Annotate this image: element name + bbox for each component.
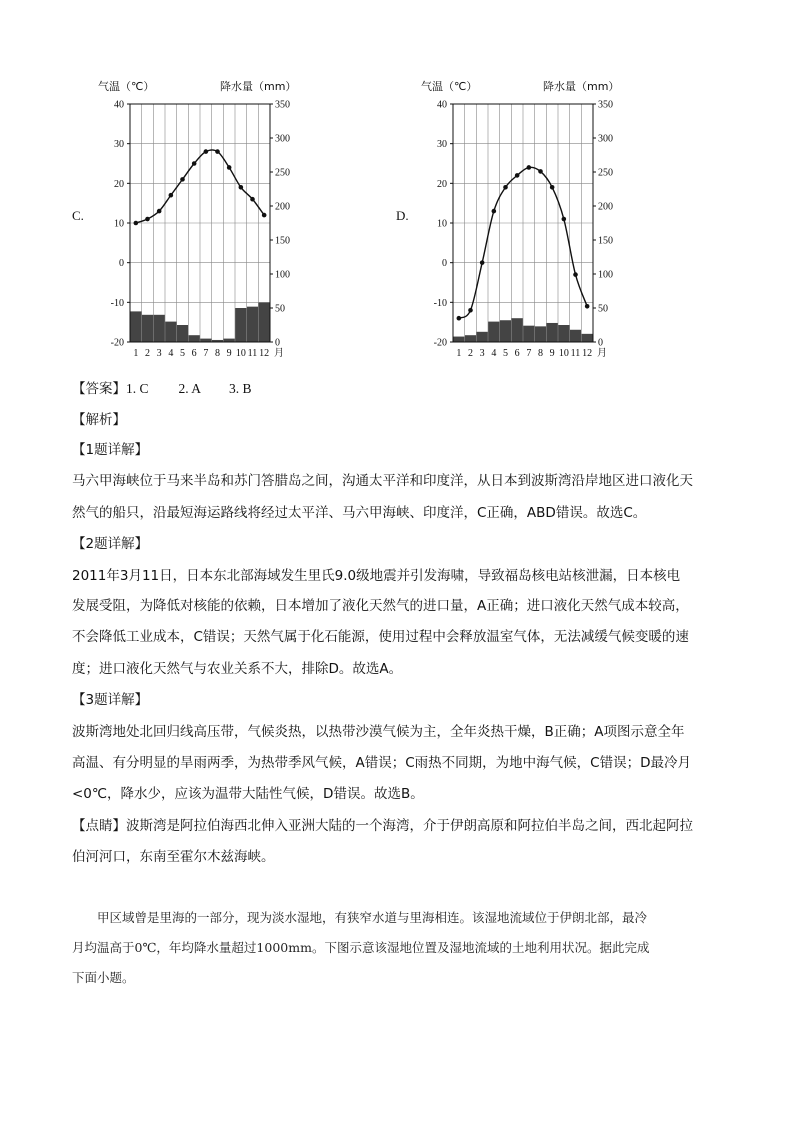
q2-text-line: 不会降低工业成本，C错误；天然气属于化石能源，使用过程中会释放温室气体，无法减缓气候变暖的速	[72, 629, 689, 645]
temperature-point	[145, 217, 150, 222]
q1-text-line: 然气的船只，沿最短海运路线将经过太平洋、马六甲海峡、印度洋，C正确，ABD错误。故选C。	[72, 505, 647, 521]
temperature-point	[562, 217, 567, 222]
precip-bar	[546, 323, 558, 342]
q2-text-line: 度；进口液化天然气与农业关系不大，排除D。故选A。	[72, 661, 403, 677]
temperature-point	[457, 316, 462, 321]
temp-axis-title: 气温（℃）	[421, 80, 478, 93]
q3-heading: 【3题详解】	[72, 692, 149, 708]
temperature-point	[492, 209, 497, 214]
climate-chart-c	[92, 78, 312, 368]
month-label: 10	[235, 348, 246, 359]
precip-tick-label: 200	[275, 201, 290, 213]
temperature-point	[180, 177, 185, 182]
temp-tick-label: -10	[433, 297, 447, 309]
q3-text-line: <0℃，降水少，应该为温带大陆性气候，D错误。故选B。	[72, 786, 424, 802]
month-label: 3	[156, 348, 162, 359]
precip-bar	[523, 326, 535, 342]
month-label: 12	[259, 348, 270, 359]
tips-label: 【点睛】	[72, 818, 126, 834]
precip-tick-label: 50	[598, 303, 608, 315]
temperature-point	[250, 197, 255, 202]
precip-bar	[235, 308, 247, 342]
precip-tick-label: 200	[598, 201, 613, 213]
climate-chart-d	[415, 78, 635, 368]
month-label: 3	[479, 348, 485, 359]
precip-tick-label: 350	[598, 99, 613, 111]
month-label: 4	[168, 348, 174, 359]
option-label-c: C.	[72, 208, 84, 223]
precip-bar	[165, 322, 177, 342]
temperature-point	[468, 308, 473, 313]
month-label: 1	[133, 348, 139, 359]
answer-line	[72, 381, 252, 397]
precip-tick-label: 50	[275, 303, 285, 315]
temp-tick-label: 30	[437, 139, 447, 151]
precip-bar	[558, 325, 570, 342]
temp-tick-label: 40	[114, 99, 124, 111]
temperature-point	[527, 165, 532, 170]
answer-label: 【答案】	[72, 381, 126, 397]
month-label: 7	[526, 348, 532, 359]
precip-bar	[223, 339, 235, 342]
q2-text-line: 发展受阻，为降低对核能的依赖，日本增加了液化天然气的进口量，A正确；进口液化天然气成本较高，	[72, 598, 689, 614]
precip-bar	[142, 315, 154, 342]
temp-tick-label: -20	[433, 337, 447, 349]
month-label: 5	[503, 348, 508, 359]
precip-bar	[535, 326, 547, 342]
passage-line: 甲区域曾是里海的一部分，现为淡水湿地，有狭窄水道与里海相连。该湿地流域位于伊朗北部，最冷	[72, 910, 648, 925]
precip-tick-label: 150	[598, 235, 613, 247]
precip-bar	[153, 315, 165, 342]
climate-chart-svg	[92, 78, 312, 368]
temperature-point	[550, 185, 555, 190]
question-passage	[72, 903, 732, 993]
q2-text-line: 2011年3月11日，日本东北部海域发生里氏9.0级地震并引发海啸，导致福岛核电站核泄漏，日本核电	[72, 568, 681, 584]
temperature-point	[169, 193, 174, 198]
precip-tick-label: 0	[275, 337, 280, 349]
temperature-point	[157, 209, 162, 214]
temperature-point	[134, 221, 139, 226]
temp-tick-label: 40	[437, 99, 447, 111]
precip-bar	[581, 334, 593, 342]
temp-tick-label: 0	[119, 258, 124, 270]
q3-text-line: 高温、有分明显的旱雨两季，为热带季风气候，A错误；C雨热不同期，为地中海气候，C错误；D最冷月	[72, 755, 691, 771]
precip-bar	[130, 311, 142, 342]
precip-tick-label: 150	[275, 235, 290, 247]
q1-heading: 【1题详解】	[72, 442, 149, 458]
climate-chart-svg	[415, 78, 635, 368]
temperature-point	[480, 260, 485, 265]
tips-line	[72, 818, 693, 834]
option-label-d: D.	[396, 208, 409, 223]
temp-tick-label: 30	[114, 139, 124, 151]
precip-tick-label: 250	[275, 167, 290, 179]
precip-bar	[200, 339, 212, 342]
month-label: 2	[145, 348, 150, 359]
precip-tick-label: 350	[275, 99, 290, 111]
month-label: 12	[582, 348, 593, 359]
answer-item: 3. B	[229, 381, 252, 396]
month-label: 10	[558, 348, 569, 359]
month-label: 9	[549, 348, 555, 359]
temp-tick-label: 20	[437, 178, 447, 190]
temp-axis-title: 气温（℃）	[98, 80, 155, 93]
month-label: 8	[538, 348, 543, 359]
temp-tick-label: 0	[442, 258, 447, 270]
tips-text-line: 波斯湾是阿拉伯海西北伸入亚洲大陆的一个海湾，介于伊朗高原和阿拉伯半岛之间，西北起阿拉	[126, 818, 693, 834]
temperature-point	[573, 272, 578, 277]
month-unit-label: 月	[274, 348, 284, 359]
answer-item: 2. A	[178, 381, 202, 396]
month-label: 6	[514, 348, 520, 359]
precip-bar	[247, 307, 259, 342]
precip-tick-label: 100	[275, 269, 290, 281]
precip-bar	[258, 303, 270, 342]
month-label: 2	[468, 348, 473, 359]
temperature-point	[585, 304, 590, 309]
analysis-heading: 【解析】	[72, 412, 126, 428]
temperature-point	[515, 173, 520, 178]
tips-text-line: 伯河河口，东南至霍尔木兹海峡。	[72, 849, 275, 865]
temperature-point	[215, 149, 220, 154]
month-label: 1	[456, 348, 462, 359]
precip-bar	[465, 335, 477, 342]
month-label: 7	[203, 348, 209, 359]
precip-axis-title: 降水量（mm）	[220, 80, 297, 93]
answer-item: 1. C	[126, 381, 149, 396]
temp-tick-label: 20	[114, 178, 124, 190]
temperature-point	[503, 185, 508, 190]
temperature-point	[262, 213, 267, 218]
precip-bar	[177, 325, 189, 342]
temperature-point	[227, 165, 232, 170]
month-label: 9	[226, 348, 232, 359]
month-label: 8	[215, 348, 220, 359]
precip-tick-label: 300	[598, 133, 613, 145]
q3-text-line: 波斯湾地处北回归线高压带，气候炎热，以热带沙漠气候为主，全年炎热干燥，B正确；A项图示意全年	[72, 724, 685, 740]
month-unit-label: 月	[597, 348, 607, 359]
temp-tick-label: 10	[114, 218, 124, 230]
precip-tick-label: 250	[598, 167, 613, 179]
q1-text-line: 马六甲海峡位于马来半岛和苏门答腊岛之间，沟通太平洋和印度洋，从日本到波斯湾沿岸地区进口液化天	[72, 473, 693, 489]
month-label: 5	[180, 348, 185, 359]
month-label: 11	[247, 348, 258, 359]
precip-tick-label: 300	[275, 133, 290, 145]
precip-bar	[511, 318, 523, 342]
passage-line: 下面小题。	[72, 970, 135, 985]
precip-axis-title: 降水量（mm）	[543, 80, 620, 93]
q2-heading: 【2题详解】	[72, 536, 149, 552]
month-label: 11	[570, 348, 581, 359]
temperature-point	[239, 185, 244, 190]
precip-bar	[570, 330, 582, 342]
precip-bar	[188, 335, 200, 342]
temperature-point	[192, 161, 197, 166]
temperature-point	[538, 169, 543, 174]
precip-tick-label: 100	[598, 269, 613, 281]
precip-bar	[476, 332, 488, 342]
temp-tick-label: 10	[437, 218, 447, 230]
month-label: 6	[191, 348, 197, 359]
precip-bar	[453, 337, 465, 342]
precip-bar	[488, 322, 500, 342]
temp-tick-label: -20	[110, 337, 124, 349]
month-label: 4	[491, 348, 497, 359]
precip-tick-label: 0	[598, 337, 603, 349]
temp-tick-label: -10	[110, 297, 124, 309]
precip-bar	[500, 320, 512, 342]
temperature-point	[204, 149, 209, 154]
passage-line: 月均温高于0℃，年均降水量超过1000mm。下图示意该湿地位置及湿地流域的土地利用状况。据此完成	[72, 940, 650, 955]
